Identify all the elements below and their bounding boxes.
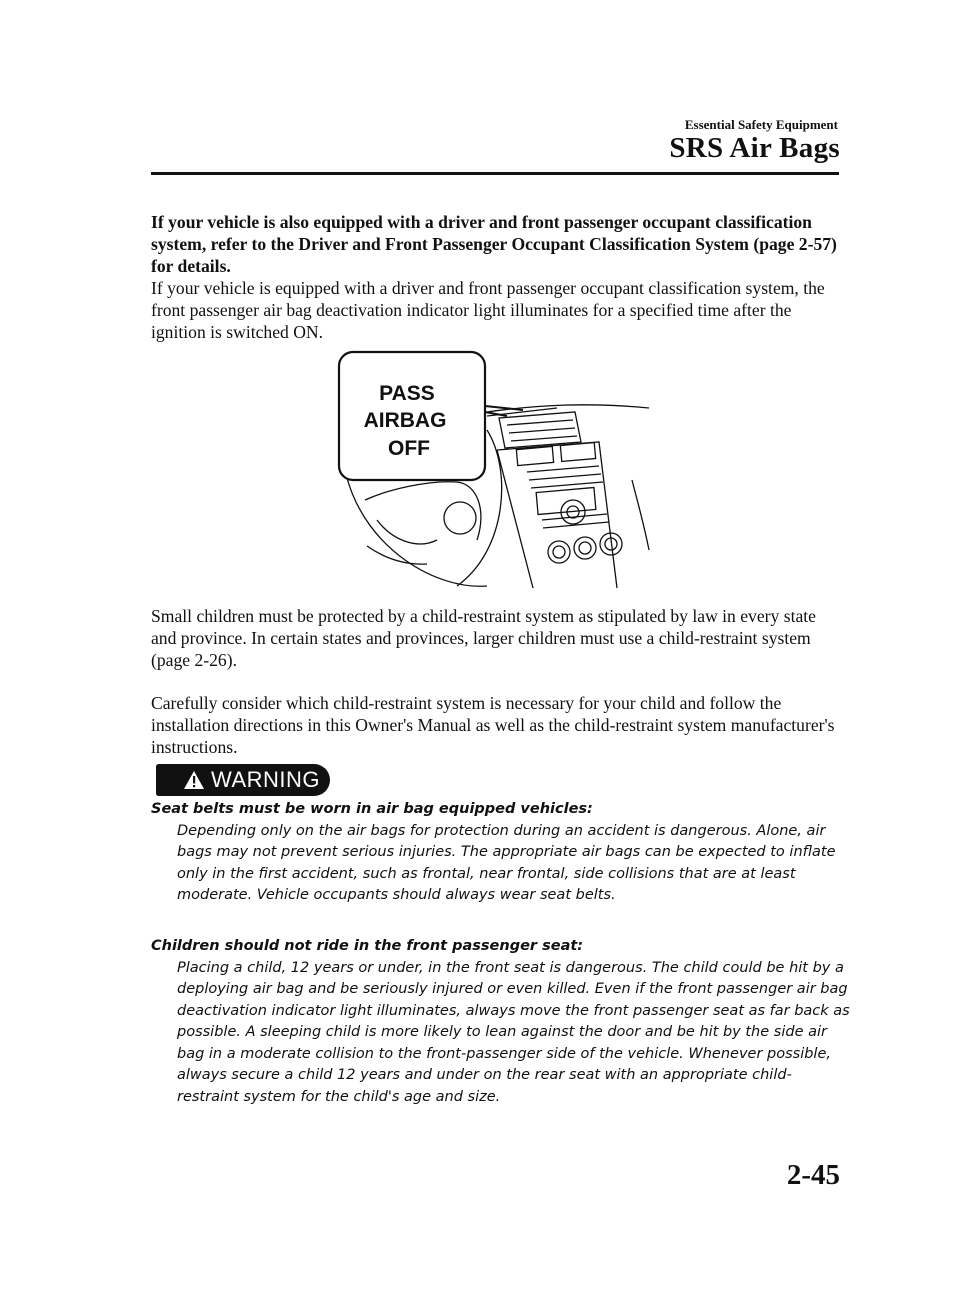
warning-body: Placing a child, 12 years or under, in the front seat is dangerous. The child could be hit by a deploying air bag and be seriously injured or even killed. Even if the front passenger air bag deactivation indicator light illuminates, always move the front passenger seat as far back as possible. A sleeping child is more likely to lean against the door and be hit by the side air bag in a moderate collision to the front-passenger side of the vehicle. Whenever possible, always secure a child 12 years and under on the rear seat with an appropriate child-restraint system for the child's age and size. xyxy=(177,959,850,1105)
dashboard-illustration xyxy=(337,350,653,590)
warning-heading: Seat belts must be worn in air bag equipped vehicles: xyxy=(151,801,593,817)
page-title: SRS Air Bags xyxy=(669,132,840,164)
callout-off: OFF xyxy=(388,437,430,460)
warning-badge xyxy=(156,764,330,796)
section-header: Essential Safety Equipment xyxy=(684,117,838,132)
callout-pass: PASS xyxy=(379,382,435,405)
callout-airbag: AIRBAG xyxy=(363,409,447,432)
warning-item xyxy=(151,936,851,1108)
children-paragraph: Small children must be protected by a child-restraint system as stipulated by law in every state and province. In certain states and provinces, larger children must use a child-restraint system (page 2-26). xyxy=(151,606,816,670)
warning-triangle-icon xyxy=(183,770,205,790)
page-number: 2-45 xyxy=(786,1159,840,1191)
consider-paragraph: Carefully consider which child-restraint system is necessary for your child and follow the installation directions in this Owner's Manual as well as the child-restraint system manufacturer's instructions. xyxy=(151,693,835,757)
header-rule xyxy=(151,172,839,175)
classification-note: If your vehicle is also equipped with a driver and front passenger occupant classification system, refer to the Driver and Front Passenger Occupant Classification System (page 2-57) for details. xyxy=(151,212,837,276)
warning-heading: Children should not ride in the front passenger seat: xyxy=(151,938,584,954)
indicator-paragraph: If your vehicle is equipped with a driver and front passenger occupant classification system, the front passenger air bag deactivation indicator light illuminates for a specified time after the ignition is switched ON. xyxy=(151,278,825,342)
warning-label: WARNING xyxy=(211,767,321,792)
warning-body: Depending only on the air bags for protection during an accident is dangerous. Alone, air bags may not prevent serious injuries. The appropriate air bags can be expected to inflate only in the first accident, such as frontal, near frontal, side collisions that are at least moderate. Vehicle occupants should always wear seat belts. xyxy=(177,822,836,903)
warning-item xyxy=(151,799,851,907)
